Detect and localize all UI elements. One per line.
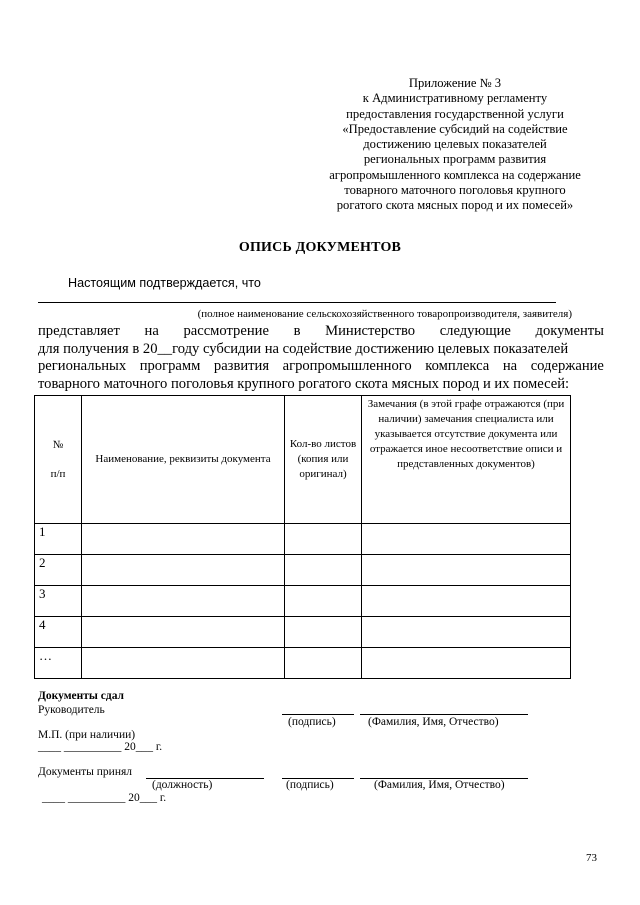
word: представляет [38,323,120,339]
cell-notes [362,617,571,648]
appendix-line: региональных программ развития [363,152,547,167]
submitted-heading: Документы сдал [38,690,125,702]
paragraph-line-4: товарного маточного поголовья крупного рогатого скота мясных пород и их помесей: [38,375,570,392]
word: комплекса [425,358,490,375]
seal-label: М.П. (при наличии) [38,729,136,741]
cell-notes [362,555,571,586]
cell-notes [362,586,571,617]
signature-caption-2: (подпись) [286,779,334,791]
column-header-name: Наименование, реквизиты документа [82,396,285,524]
cell-count [285,555,362,586]
appendix-line: рогатого скота мясных пород и их помесей» [336,198,574,213]
head-label: Руководитель [38,704,105,716]
table-row [35,586,571,617]
fio-caption: (Фамилия, Имя, Отчество) [368,716,499,728]
cell-name [82,648,285,679]
word: агропромышленного [282,358,412,375]
word: следующие [439,323,511,339]
row-number: 3 [35,586,82,617]
word: документы [535,323,604,339]
paragraph-line-2: для получения в 20__году субсидии на содействие достижению целевых показателей [38,340,569,357]
word: Министерство [325,323,416,339]
column-header-notes: Замечания (в этой графе отражаются (при наличии) замечания специалиста или указывается отсутствие документа или отражается иное несоответствие описи и представленных документов) [362,396,571,524]
applicant-fill-line [38,302,556,303]
row-number: … [35,648,82,679]
row-number: 2 [35,555,82,586]
word: развития [213,358,270,375]
appendix-line: достижению целевых показателей [363,137,547,152]
appendix-header [300,76,610,214]
column-header-number [35,396,82,524]
appendix-line: к Административному регламенту [362,91,548,106]
word: на [502,358,518,375]
cell-count [285,648,362,679]
table-row [35,617,571,648]
appendix-line: предоставления государственной услуги [346,106,564,121]
appendix-line: товарного маточного поголовья крупного [344,183,566,198]
date-line-2: ____ __________ 20___ г. [42,792,167,804]
table-row [35,555,571,586]
signature-caption: (подпись) [288,716,336,728]
table-row [35,648,571,679]
column-header-count: Кол-во листов (копия или оригинал) [285,396,362,524]
num-abbrev: п/п [50,467,66,480]
documents-table [34,395,571,679]
signature-line [282,714,354,715]
cell-name [82,586,285,617]
word: на [144,323,159,339]
position-caption: (должность) [152,779,213,791]
paragraph-line-1 [38,323,604,341]
appendix-line: Приложение № 3 [408,76,502,90]
word: рассмотрение [183,323,269,339]
fio-line [360,714,528,715]
confirm-text: Настоящим подтверждается, что [68,276,261,290]
applicant-caption: (полное наименование сельскохозяйственного товаропроизводителя, заявителя) [197,308,572,320]
table-header-row [35,396,571,524]
appendix-line: агропромышленного комплекса на содержание [329,167,581,182]
cell-count [285,617,362,648]
word: в [293,323,301,339]
word: содержание [530,358,604,375]
statement-paragraph [38,323,604,393]
cell-name [82,555,285,586]
table-row [35,524,571,555]
appendix-line: «Предоставление субсидий на содействие [342,121,568,136]
page-number: 73 [586,852,597,864]
cell-name [82,524,285,555]
fio-caption-2: (Фамилия, Имя, Отчество) [374,779,505,791]
row-number: 1 [35,524,82,555]
cell-notes [362,524,571,555]
document-title: ОПИСЬ ДОКУМЕНТОВ [238,240,402,255]
cell-notes [362,648,571,679]
word: региональных [38,358,127,375]
row-number: 4 [35,617,82,648]
cell-name [82,617,285,648]
cell-count [285,524,362,555]
num-symbol: № [52,438,64,451]
date-line: ____ __________ 20___ г. [38,741,163,753]
accepted-label: Документы принял [38,766,133,778]
word: программ [139,358,201,375]
cell-count [285,586,362,617]
paragraph-line-3 [38,358,604,376]
